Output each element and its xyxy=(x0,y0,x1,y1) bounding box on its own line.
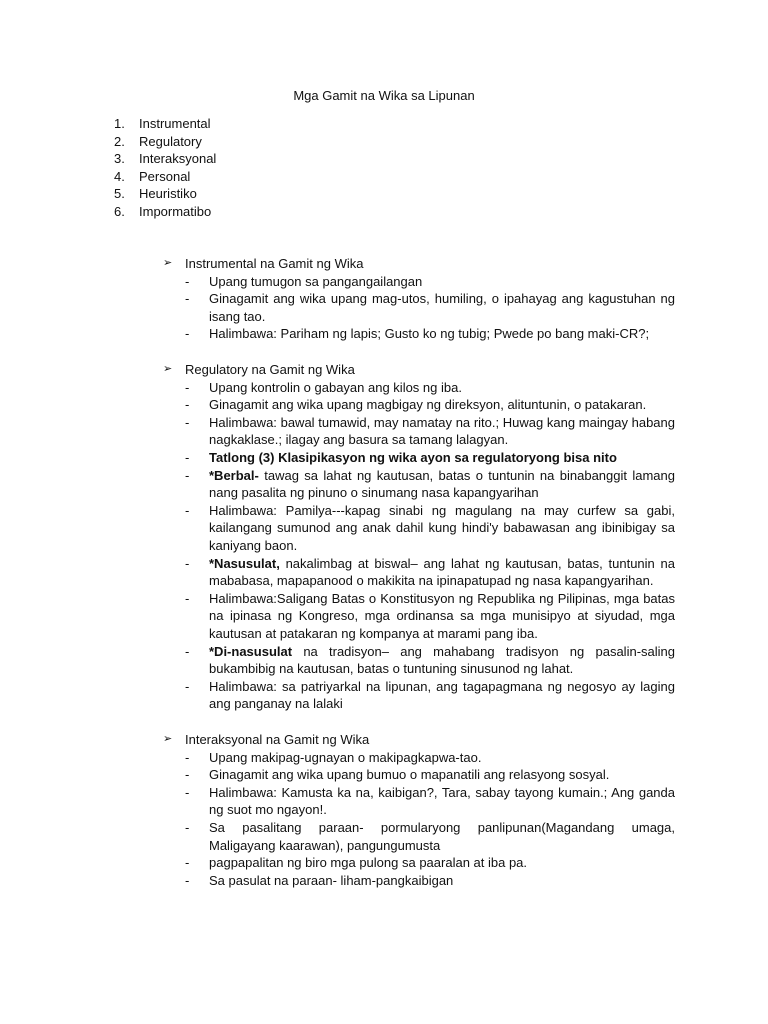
bullet-item xyxy=(185,854,675,872)
dash-bullet-icon: - xyxy=(185,467,190,483)
bullet-text: *Berbal- tawag sa lahat ng kautusan, batas o tuntunin na binabanggit lamang nang pasalita ng pinuno o sinumang nasa kapangyarihan xyxy=(209,467,675,501)
list-item xyxy=(114,203,216,221)
list-item xyxy=(114,168,216,186)
list-number: 5. xyxy=(114,186,125,202)
bullet-item xyxy=(185,396,675,414)
bullet-text: Ginagamit ang wika upang mag-utos, humiling, o ipahayag ang kagustuhan ng isang tao. xyxy=(209,291,675,324)
bullet-text: Sa pasalitang paraan- pormularyong panlipunan(Magandang umaga, Maligayang kaarawan), pangungumusta xyxy=(209,819,675,853)
dash-bullet-icon: - xyxy=(185,326,190,342)
bullet-item xyxy=(185,766,675,784)
bullet-item xyxy=(185,414,675,449)
list-label: Instrumental xyxy=(139,116,211,131)
bullet-text: Sa pasulat na paraan- liham-pangkaibigan xyxy=(209,872,454,888)
section-heading-row xyxy=(163,255,675,273)
section-heading-row xyxy=(163,361,675,379)
section-heading-row xyxy=(163,731,675,749)
bullet-text: Tatlong (3) Klasipikasyon ng wika ayon sa regulatoryong bisa nito xyxy=(209,449,617,465)
dash-bullet-icon: - xyxy=(185,749,190,765)
list-item xyxy=(114,133,216,151)
bullet-item xyxy=(185,467,675,502)
bullet-item xyxy=(185,590,675,643)
dash-bullet-icon: - xyxy=(185,855,190,871)
list-item xyxy=(114,185,216,203)
list-label: Interaksyonal xyxy=(139,151,217,167)
bullet-item xyxy=(185,502,675,555)
dash-bullet-icon: - xyxy=(185,397,190,413)
bullet-text: Ginagamit ang wika upang bumuo o mapanatili ang relasyong sosyal. xyxy=(209,767,610,783)
dash-bullet-icon: - xyxy=(185,767,190,783)
bullet-item xyxy=(185,325,675,343)
bullet-list xyxy=(185,749,675,890)
dash-bullet-icon: - xyxy=(185,555,190,571)
dash-bullet-icon: - xyxy=(185,643,190,659)
bullet-item xyxy=(185,678,675,713)
list-number: 2. xyxy=(114,133,125,149)
bullet-text: Upang tumugon sa pangangailangan xyxy=(209,273,423,289)
bullet-text: Halimbawa: Pariham ng lapis; Gusto ko ng tubig; Pwede po bang maki-CR?; xyxy=(209,326,650,342)
list-label: Regulatory xyxy=(139,133,202,149)
section-interaksyonal xyxy=(163,731,675,889)
list-item xyxy=(114,150,216,168)
section-heading: Regulatory na Gamit ng Wika xyxy=(185,362,355,377)
list-number: 4. xyxy=(114,168,125,184)
bullet-text: pagpapalitan ng biro mga pulong sa paaralan at iba pa. xyxy=(209,855,528,871)
dash-bullet-icon: - xyxy=(185,379,190,395)
section-heading: Interaksyonal na Gamit ng Wika xyxy=(185,732,370,747)
dash-bullet-icon: - xyxy=(185,872,190,888)
section-instrumental xyxy=(163,255,675,343)
bullet-text: Halimbawa:Saligang Batas o Konstitusyon ng Republika ng Pilipinas, mga batas na ipinasa ng Kongreso, mga ordinansa sa mga munisipyo at siyudad, mga kautusan at patakaran ng kompanya at marami pang iba. xyxy=(209,590,675,641)
list-label: Personal xyxy=(139,168,191,184)
bullet-text: Upang kontrolin o gabayan ang kilos ng iba. xyxy=(209,379,462,395)
bullet-list xyxy=(185,379,675,713)
bullet-text: *Di-nasusulat na tradisyon– ang mahabang tradisyon ng pasalin-saling bukambibig na kautusan, batas o tuntuning sinusunod ng lahat. xyxy=(209,643,675,677)
numbered-list xyxy=(114,115,216,221)
section-regulatory xyxy=(163,361,675,713)
arrow-bullet-icon: ➢ xyxy=(163,257,173,269)
dash-bullet-icon: - xyxy=(185,449,190,465)
bullet-item xyxy=(185,749,675,767)
list-number: 3. xyxy=(114,151,125,167)
bullet-text: Ginagamit ang wika upang magbigay ng direksyon, alituntunin, o patakaran. xyxy=(209,397,647,413)
bullet-item xyxy=(185,290,675,325)
dash-bullet-icon: - xyxy=(185,502,190,518)
bullet-item xyxy=(185,555,675,590)
bullet-text: Halimbawa: sa patriyarkal na lipunan, ang tagapagmana ng negosyo ay laging ang panganay na lalaki xyxy=(209,678,675,712)
bullet-text: Halimbawa: Kamusta ka na, kaibigan?, Tara, sabay tayong kumain.; Ang ganda ng suot mo ngayon!. xyxy=(209,784,675,818)
list-number: 6. xyxy=(114,203,125,219)
bullet-text: Halimbawa: bawal tumawid, may namatay na rito.; Huwag kang maingay habang nagkaklase.; ilagay ang basura sa tamang lalagyan. xyxy=(209,414,675,448)
bullet-item xyxy=(185,819,675,854)
list-label: Heuristiko xyxy=(139,186,197,202)
dash-bullet-icon: - xyxy=(185,678,190,694)
dash-bullet-icon: - xyxy=(185,784,190,800)
arrow-bullet-icon: ➢ xyxy=(163,363,173,375)
bullet-text: Upang makipag-ugnayan o makipagkapwa-tao. xyxy=(209,749,482,765)
list-label: Impormatibo xyxy=(139,203,212,219)
bullet-item xyxy=(185,273,675,291)
bullet-text: Halimbawa: Pamilya---kapag sinabi ng magulang na may curfew sa gabi, kailangang sumunod ang anak dahil kung hindi'y babawasan ang ibinibigay sa kaniyang baon. xyxy=(209,502,675,553)
bullet-list xyxy=(185,273,675,343)
bullet-item xyxy=(185,643,675,678)
dash-bullet-icon: - xyxy=(185,590,190,606)
bullet-item xyxy=(185,784,675,819)
bullet-text: *Nasusulat, nakalimbag at biswal– ang lahat ng kautusan, batas, tuntunin na mababasa, mapapanood o makikita na ipinapatupad ng nasa kapangyarihan. xyxy=(209,555,675,589)
dash-bullet-icon: - xyxy=(185,819,190,835)
page-title: Mga Gamit na Wika sa Lipunan xyxy=(293,88,475,103)
list-number: 1. xyxy=(114,116,125,131)
bullet-item xyxy=(185,449,675,467)
section-heading: Instrumental na Gamit ng Wika xyxy=(185,256,364,271)
bullet-item xyxy=(185,379,675,397)
bullet-item xyxy=(185,872,675,890)
dash-bullet-icon: - xyxy=(185,414,190,430)
dash-bullet-icon: - xyxy=(185,291,190,307)
arrow-bullet-icon: ➢ xyxy=(163,733,173,745)
list-item xyxy=(114,115,216,133)
dash-bullet-icon: - xyxy=(185,273,190,289)
